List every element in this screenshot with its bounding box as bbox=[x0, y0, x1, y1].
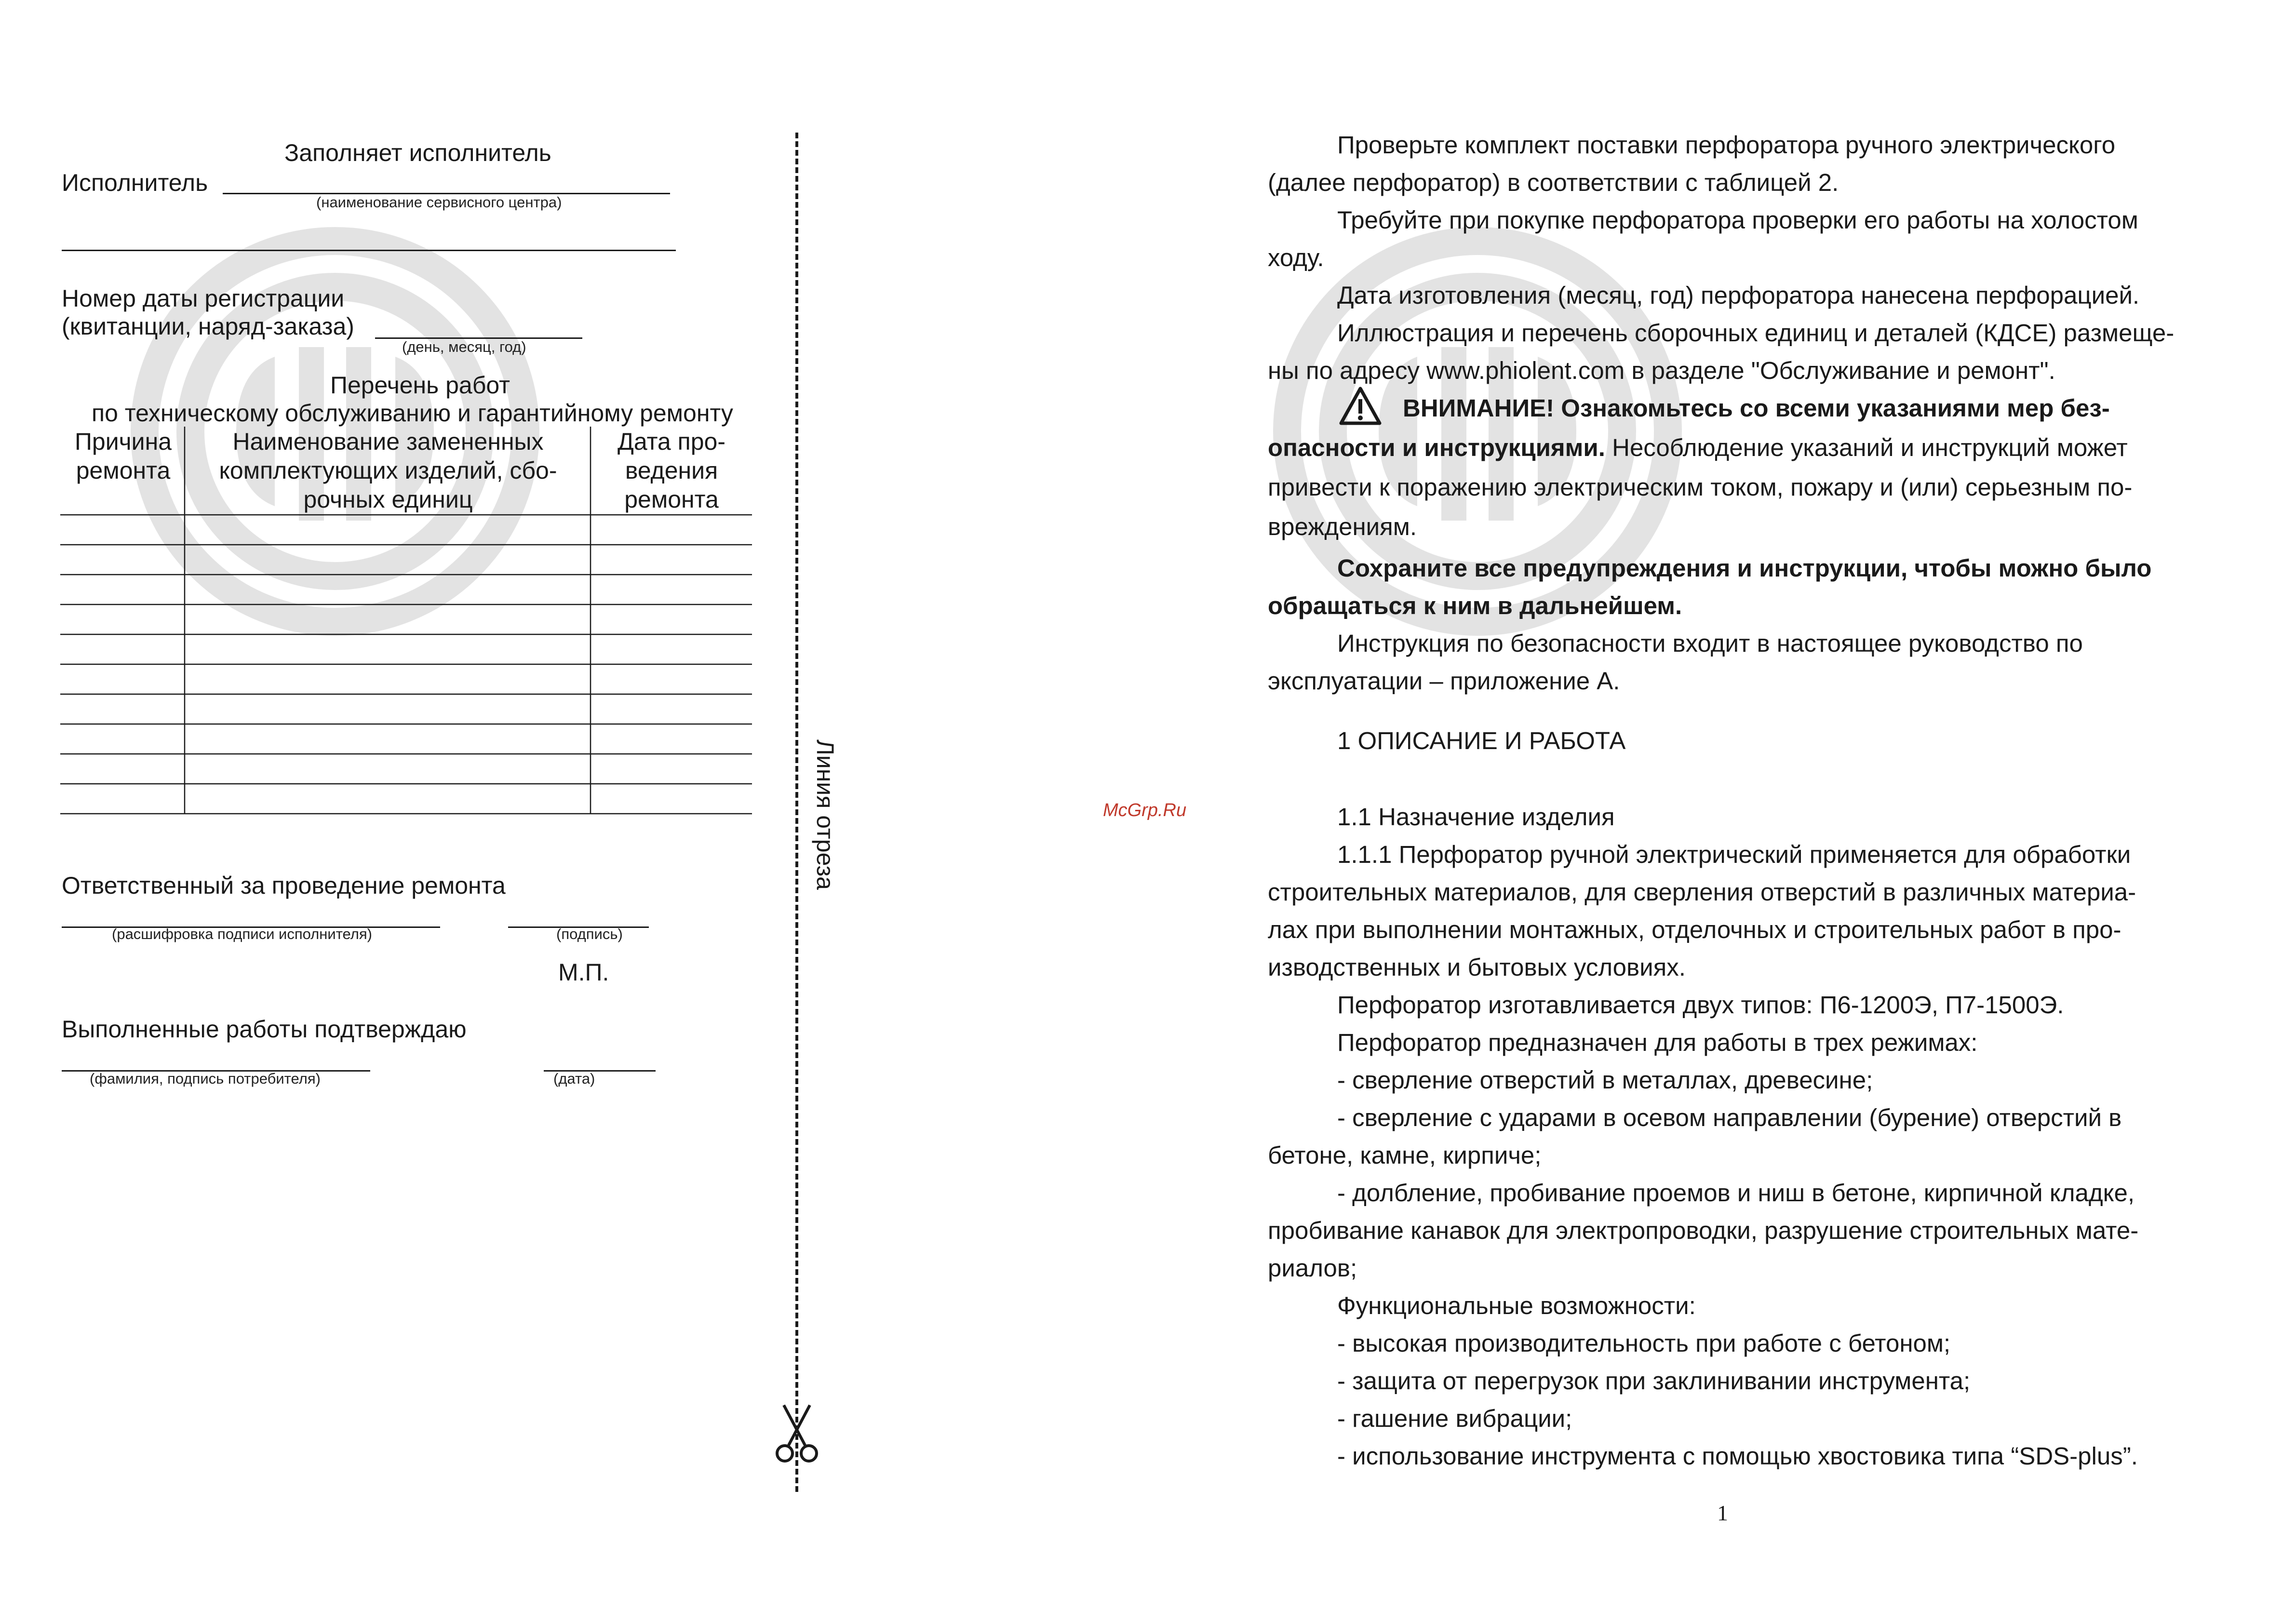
p2-line2: ходу. bbox=[1268, 244, 1324, 271]
col-header-reason-l1: Причина bbox=[74, 428, 172, 455]
scissors-icon bbox=[775, 1403, 819, 1465]
confirm-label: Выполненные работы подтверждаю bbox=[62, 1016, 467, 1043]
col-header-reason-l2: ремонта bbox=[76, 457, 171, 484]
date-hint: (дата) bbox=[553, 1070, 595, 1087]
col-header-reason bbox=[62, 427, 185, 485]
consumer-hint: (фамилия, подпись потребителя) bbox=[90, 1070, 321, 1087]
reg-date-hint: (день, месяц, год) bbox=[402, 338, 526, 355]
keep-line1: Сохраните все предупреждения и инструкции, чтобы можно было bbox=[1337, 554, 2152, 582]
works-title-1: Перечень работ bbox=[330, 372, 510, 399]
warning-line2 bbox=[1268, 429, 2128, 467]
section-1-heading: 1 ОПИСАНИЕ И РАБОТА bbox=[1337, 727, 1626, 754]
types-line: Перфоратор изготавливается двух типов: П6-1200Э, П7-1500Э. bbox=[1337, 991, 2064, 1019]
works-title-2: по техническому обслуживанию и гарантийному ремонту bbox=[92, 400, 733, 427]
p111-line2: строительных материалов, для сверления отверстий в различных материа- bbox=[1268, 878, 2136, 906]
responsible-label: Ответственный за проведение ремонта bbox=[62, 872, 506, 899]
signature-hint: (подпись) bbox=[556, 926, 623, 942]
safety-line2: эксплуатации – приложение А. bbox=[1268, 667, 1620, 695]
func-4: - использование инструмента с помощью хвостовика типа “SDS-plus”. bbox=[1337, 1442, 2138, 1470]
warning-line2-rest: Несоблюдение указаний и инструкций может bbox=[1605, 434, 2128, 461]
cut-line-label: Линия отреза bbox=[812, 739, 839, 890]
p1-line1: Проверьте комплект поставки перфоратора ручного электрического bbox=[1337, 131, 2116, 159]
warning-line3: привести к поражению электрическим током, пожару и (или) серьезным по- bbox=[1268, 473, 2133, 501]
reg-label-1: Номер даты регистрации bbox=[62, 285, 345, 312]
mode-1: - сверление отверстий в металлах, древесине; bbox=[1337, 1066, 1873, 1094]
warning-icon bbox=[1338, 386, 1383, 426]
safety-line1: Инструкция по безопасности входит в настоящее руководство по bbox=[1337, 630, 2083, 657]
page-number: 1 bbox=[1717, 1501, 1728, 1525]
p1-line2: (далее перфоратор) в соответствии с таблицей 2. bbox=[1268, 169, 1839, 196]
filled-by-heading: Заполняет исполнитель bbox=[284, 139, 551, 166]
p111-line3: лах при выполнении монтажных, отделочных и строительных работ в про- bbox=[1268, 916, 2121, 943]
sign-decode-hint: (расшифровка подписи исполнителя) bbox=[112, 926, 372, 942]
p2-line1: Требуйте при покупке перфоратора проверки его работы на холостом bbox=[1337, 206, 2138, 234]
mode-2-line2: бетоне, камне, кирпиче; bbox=[1268, 1141, 1542, 1169]
col-header-parts-l3: рочных единиц bbox=[303, 486, 473, 513]
p3: Дата изготовления (месяц, год) перфоратора нанесена перфорацией. bbox=[1337, 282, 2140, 309]
col-header-parts-l2: комплектующих изделий, сбо- bbox=[219, 457, 557, 484]
col-header-date-l1: Дата про- bbox=[618, 428, 725, 455]
func-1: - высокая производительность при работе с бетоном; bbox=[1337, 1329, 1951, 1357]
mode-3-line3: риалов; bbox=[1268, 1254, 1357, 1282]
func-3: - гашение вибрации; bbox=[1337, 1405, 1572, 1432]
func-2: - защита от перегрузок при заклинивании инструмента; bbox=[1337, 1367, 1971, 1395]
cut-line bbox=[795, 133, 798, 1492]
section-1-1-heading: 1.1 Назначение изделия bbox=[1337, 803, 1615, 831]
col-header-date-l2: ведения bbox=[625, 457, 718, 484]
mode-2-line1: - сверление с ударами в осевом направлении (бурение) отверстий в bbox=[1337, 1104, 2122, 1131]
executor-line-2 bbox=[62, 250, 676, 251]
col-header-date bbox=[592, 427, 751, 514]
mode-3-line1: - долбление, пробивание проемов и ниш в бетоне, кирпичной кладке, bbox=[1337, 1179, 2135, 1207]
p4-line2: ны по адресу www.phiolent.com в разделе "Обслуживание и ремонт". bbox=[1268, 357, 2055, 384]
p111-line4: изводственных и бытовых условиях. bbox=[1268, 953, 1686, 981]
p111-line1: 1.1.1 Перфоратор ручной электрический применяется для обработки bbox=[1337, 841, 2131, 868]
reg-label-2: (квитанции, наряд-заказа) bbox=[62, 313, 354, 340]
func-heading: Функциональные возможности: bbox=[1337, 1292, 1696, 1319]
site-mark: McGrp.Ru bbox=[1103, 800, 1187, 820]
col-header-parts-l1: Наименование замененных bbox=[232, 428, 544, 455]
p4-line1: Иллюстрация и перечень сборочных единиц и деталей (КДСЕ) размеще- bbox=[1337, 319, 2175, 347]
warning-line2-bold: опасности и инструкциями. bbox=[1268, 434, 1605, 461]
warning-line1: ВНИМАНИЕ! Ознакомьтесь со всеми указаниями мер без- bbox=[1403, 394, 2110, 422]
mode-3-line2: пробивание канавок для электропроводки, разрушение строительных мате- bbox=[1268, 1217, 2139, 1244]
modes-line: Перфоратор предназначен для работы в трех режимах: bbox=[1337, 1029, 1978, 1056]
col-header-parts bbox=[188, 427, 588, 514]
warning-line4: вреждениям. bbox=[1268, 513, 1417, 540]
stamp-label: М.П. bbox=[558, 959, 609, 986]
keep-line2: обращаться к ним в дальнейшем. bbox=[1268, 592, 1682, 619]
executor-hint: (наименование сервисного центра) bbox=[316, 194, 562, 211]
col-header-date-l3: ремонта bbox=[624, 486, 719, 513]
executor-label: Исполнитель bbox=[62, 169, 208, 196]
